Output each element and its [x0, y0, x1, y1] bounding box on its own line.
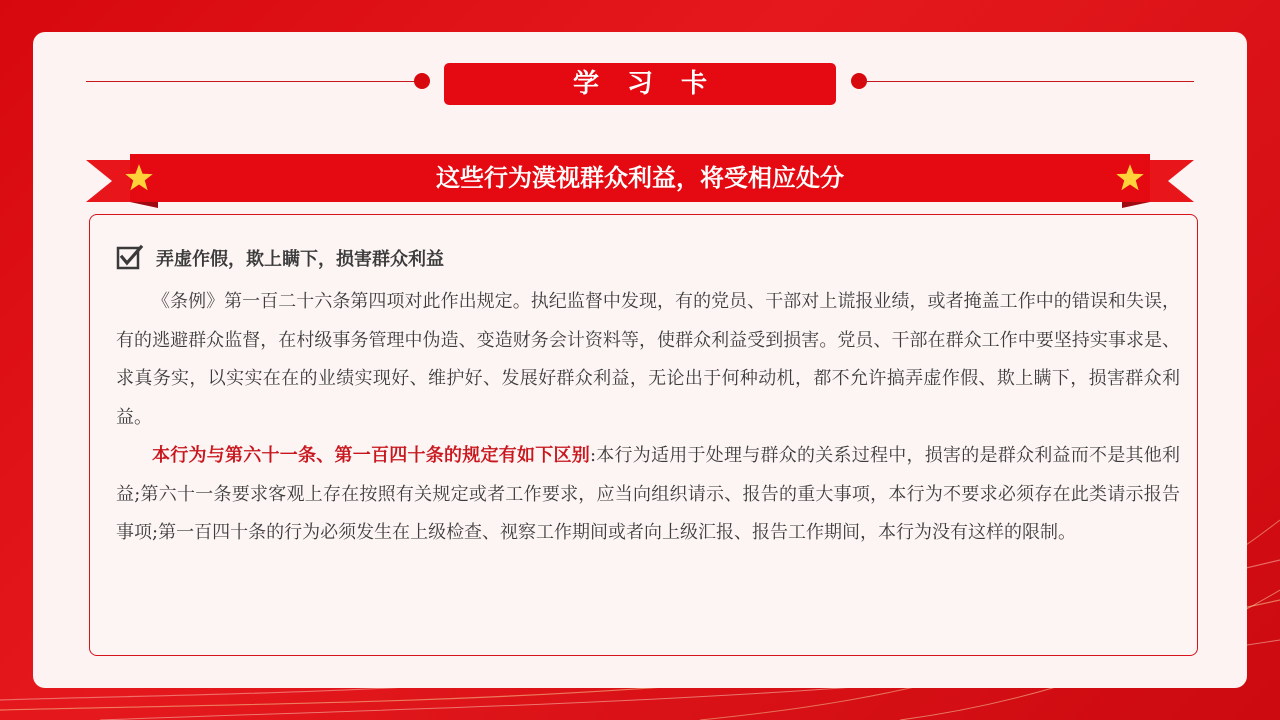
- paragraph-2-text: :本行为适用于处理与群众的关系过程中，损害的是群众利益而不是其他利益;第六十一条要求客观上存在按照有关规定或者工作要求，应当向组织请示、报告的重大事项，本行为不要求必须存在此类请示报告事项;第一百四十条的行为必须发生在上级检查、视察工作期间或者向上级汇报、报告工作期间，本行为没有这样的限制。: [116, 445, 1181, 543]
- divider-line-left: [86, 81, 418, 82]
- divider-line-right: [862, 81, 1194, 82]
- star-icon: [1115, 163, 1145, 193]
- paragraph-1: 《条例》第一百二十六条第四项对此作出规定。执纪监督中发现，有的党员、干部对上谎报业绩，或者掩盖工作中的错误和失误，有的逃避群众监督，在村级事务管理中伪造、变造财务会计资料等，使群众利益受到损害。党员、干部在群众工作中要坚持实事求是、求真务实，以实实在在的业绩实现好、维护好、发展好群众利益，无论出于何种动机，都不允许搞弄虚作假、欺上瞒下，损害群众利益。: [116, 291, 1180, 428]
- slide-title: 学习卡: [444, 63, 836, 105]
- ribbon-title: 这些行为漠视群众利益，将受相应处分: [436, 164, 844, 192]
- section-heading-row: [116, 240, 444, 276]
- divider-dot-left: [414, 73, 430, 89]
- paragraph-2: [116, 437, 1180, 553]
- body-text: [116, 283, 1180, 553]
- paragraph-2-emphasis: 本行为与第六十一条、第一百四十条的规定有如下区别: [152, 445, 590, 466]
- checkbox-checked-icon: [116, 244, 144, 272]
- section-heading: 弄虚作假，欺上瞒下，损害群众利益: [156, 249, 444, 270]
